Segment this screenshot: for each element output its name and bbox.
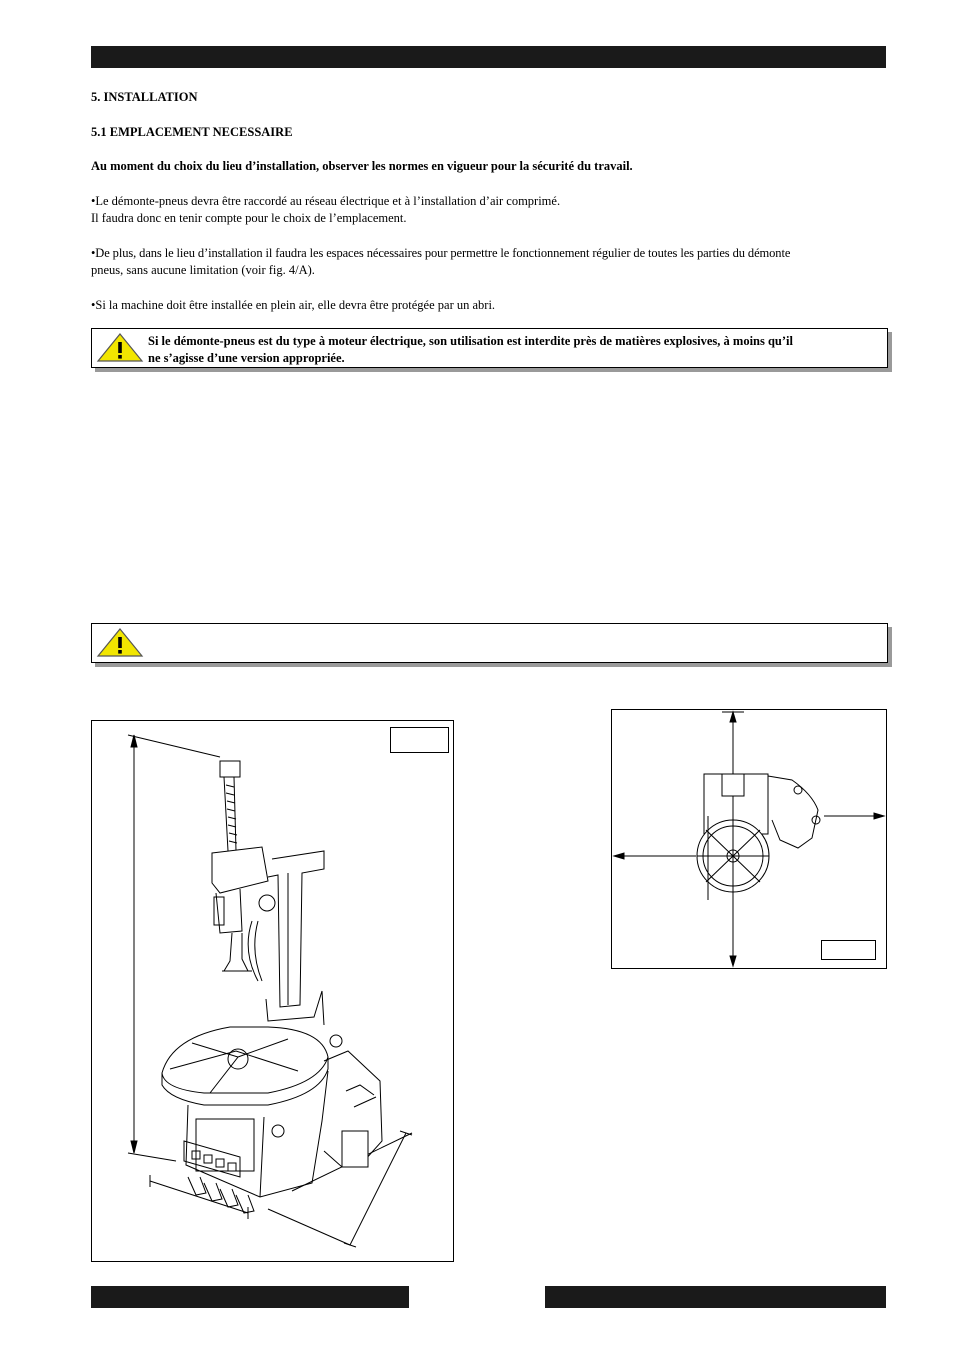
footer-bar-right xyxy=(545,1286,886,1308)
warning-box-space xyxy=(91,623,888,663)
top-view-drawing xyxy=(612,710,886,968)
paragraph-2-line-2: pneus, sans aucune limitation (voir fig. 4/A). xyxy=(91,263,315,277)
warning-box-electrical xyxy=(91,328,888,368)
section-title: 5. INSTALLATION xyxy=(91,90,198,104)
figure-label-box xyxy=(821,940,876,960)
paragraph-1-line-1: •Le démonte-pneus devra être raccordé au réseau électrique et à l’installation d’air comprimé. xyxy=(91,194,561,208)
intro-text: Au moment du choix du lieu d’installation, observer les normes en vigueur pour la sécurité du travail. xyxy=(91,159,633,173)
paragraph-3-line-1: •Si la machine doit être installée en plein air, elle devra être protégée par un abri. xyxy=(91,298,496,312)
figure-machine-top-view xyxy=(611,709,887,969)
warning-triangle-icon xyxy=(96,333,144,363)
header-bar xyxy=(91,46,886,68)
paragraph-1-line-2: Il faudra donc en tenir compte pour le choix de l’emplacement. xyxy=(91,211,407,225)
warning-1-line-1: Si le démonte-pneus est du type à moteur électrique, son utilisation est interdite près de matières explosives, à moins qu’il xyxy=(148,334,793,348)
warning-1-line-2: ne s’agisse d’une version appropriée. xyxy=(148,351,345,365)
figure-label-box xyxy=(390,727,449,753)
paragraph-2-line-1: •De plus, dans le lieu d’installation il faudra les espaces nécessaires pour permettre le fonctionnement régulier de toutes les parties du démonte xyxy=(91,246,791,260)
machine-drawing xyxy=(92,721,453,1261)
section-subtitle: 5.1 EMPLACEMENT NECESSAIRE xyxy=(91,125,293,139)
figure-machine-perspective xyxy=(91,720,454,1262)
footer-bar-left xyxy=(91,1286,409,1308)
warning-triangle-icon xyxy=(96,628,144,658)
